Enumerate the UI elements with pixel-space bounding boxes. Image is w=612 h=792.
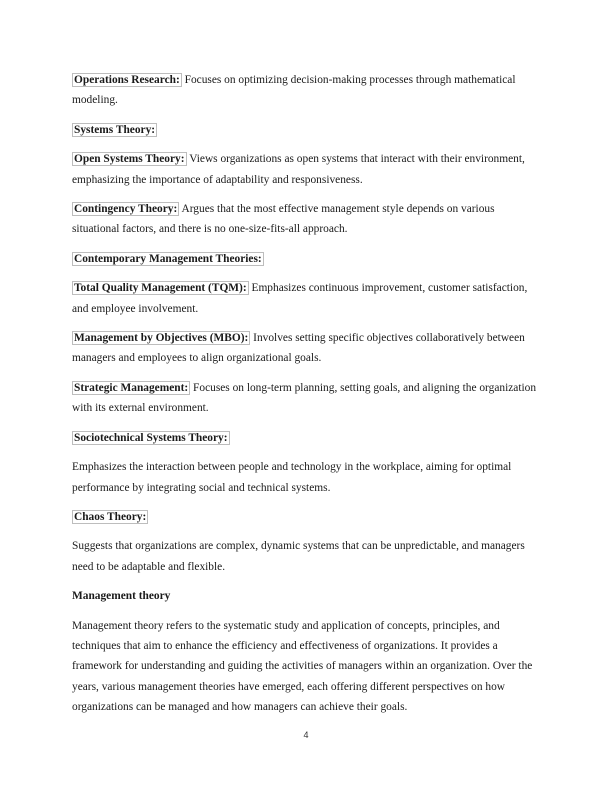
desc-chaos-theory: Suggests that organizations are complex, dynamic systems that can be unpredictable, and managers need to be adaptable and flexible.	[72, 540, 525, 573]
entry-tqm	[72, 278, 542, 319]
term-contemporary-theories: Contemporary Management Theories:	[74, 252, 262, 265]
term-systems-theory: Systems Theory:	[74, 123, 156, 136]
desc-strategic-management: Focuses on long-term planning, setting goals, and aligning the organization with its external environment.	[72, 381, 537, 415]
entry-systems-theory	[72, 120, 542, 140]
term-operations-research: Operations Research:	[74, 74, 180, 86]
desc-tqm: Emphasizes continuous improvement, customer satisfaction, and employee involvement.	[72, 282, 528, 315]
entry-operations-research	[72, 70, 542, 111]
document-page	[72, 70, 542, 727]
section-heading: Management theory	[72, 590, 171, 603]
entry-open-systems-theory	[72, 149, 542, 190]
term-sociotechnical-theory: Sociotechnical Systems Theory:	[74, 431, 228, 444]
entry-mbo	[72, 328, 542, 369]
term-open-systems-theory: Open Systems Theory:	[74, 153, 185, 166]
term-mbo: Management by Objectives (MBO):	[74, 332, 249, 345]
term-strategic-management: Strategic Management:	[74, 381, 189, 394]
term-contingency-theory: Contingency Theory:	[74, 203, 178, 216]
page-number: 4	[303, 730, 309, 740]
term-tqm: Total Quality Management (TQM):	[74, 282, 247, 295]
entry-contingency-theory	[72, 199, 542, 240]
desc-open-systems-theory: Views organizations as open systems that interact with their environment, emphasizing the importance of adaptability and responsiveness.	[72, 153, 525, 186]
desc-operations-research: Focuses on optimizing decision-making processes through mathematical modeling.	[72, 74, 516, 107]
desc-contingency-theory: Argues that the most effective management style depends on various situational factors, and there is no one-size-fits-all approach.	[72, 203, 495, 236]
term-chaos-theory: Chaos Theory:	[74, 510, 147, 523]
desc-mbo: Involves setting specific objectives collaboratively between managers and employees to align organizational goals.	[72, 332, 525, 365]
entry-strategic-management	[72, 378, 542, 419]
desc-sociotechnical-theory: Emphasizes the interaction between people and technology in the workplace, aiming for optimal performance by integrating social and technical systems.	[72, 461, 512, 494]
entry-sociotechnical-theory	[72, 428, 542, 448]
entry-contemporary-theories	[72, 249, 542, 269]
section-body: Management theory refers to the systematic study and application of concepts, principles, and techniques that aim to enhance the efficiency and effectiveness of organizations. It provides a framework for understanding and guiding the activities of managers within an organization. Over the years, various management theories have emerged, each offering different perspectives on how organizations can be managed and how managers can achieve their goals.	[72, 619, 533, 714]
entry-chaos-theory	[72, 507, 542, 527]
